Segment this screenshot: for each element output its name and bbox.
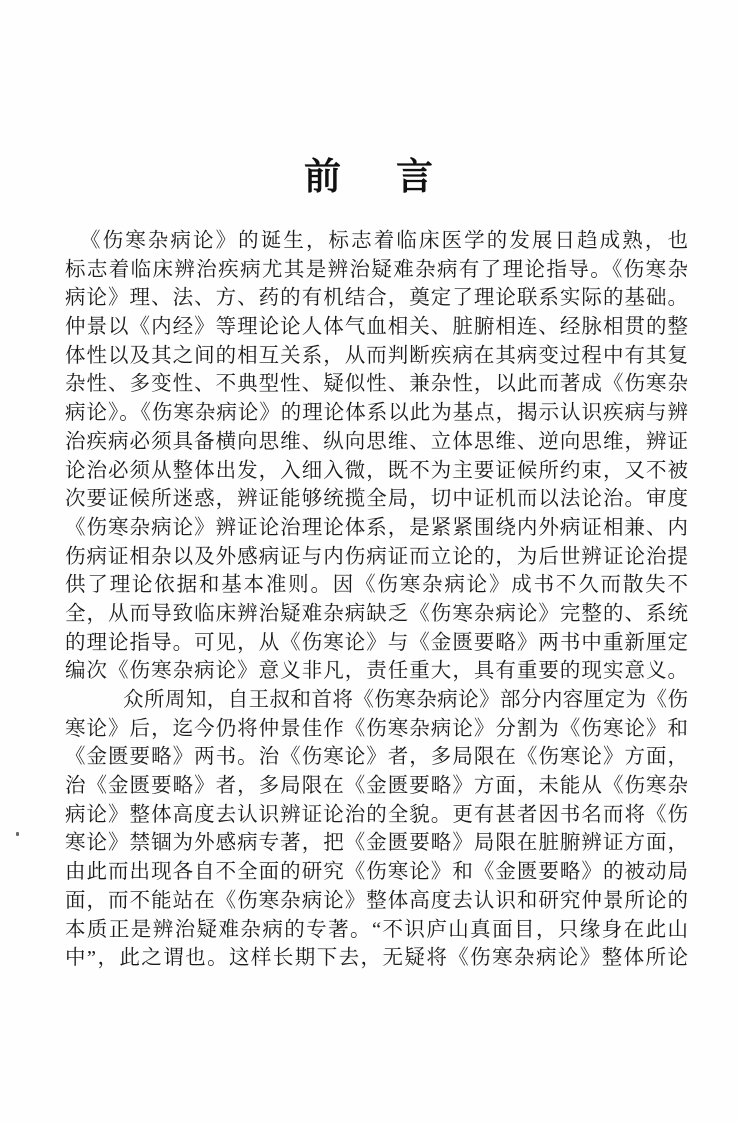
text-line: 全，从而导致临床辨治疑难杂病缺乏《伤寒杂病论》完整的、系统 bbox=[65, 602, 688, 625]
text-line: 的理论指导。可见，从《伤寒论》与《金匮要略》两书中重新厘定 bbox=[65, 631, 688, 654]
text-line: 中”，此之谓也。这样长期下去，无疑将《伤寒杂病论》整体所论 bbox=[65, 947, 688, 970]
text-line: 次要证候所迷惑，辨证能够统揽全局，切中证机而以法论治。审度 bbox=[65, 488, 688, 511]
text-line: 《伤寒杂病论》辨证论治理论体系，是紧紧围绕内外病证相兼、内 bbox=[65, 516, 688, 539]
text-line: 编次《伤寒杂病论》意义非凡，责任重大，具有重要的现实意义。 bbox=[65, 660, 688, 683]
text-line: 体性以及其之间的相互关系，从而判断疾病在其病变过程中有其复 bbox=[65, 344, 688, 367]
text-line: 伤病证相杂以及外感病证与内伤病证而立论的，为后世辨证论治提 bbox=[65, 545, 688, 568]
text-line: 供了理论依据和基本准则。因《伤寒杂病论》成书不久而散失不 bbox=[65, 574, 688, 597]
text-line: 《金匮要略》两书。治《伤寒论》者，多局限在《伤寒论》方面， bbox=[65, 746, 688, 769]
text-line: 《伤寒杂病论》的诞生，标志着临床医学的发展日趋成熟，也 bbox=[80, 230, 688, 252]
text-line: 由此而出现各自不全面的研究《伤寒论》和《金匮要略》的被动局 bbox=[65, 861, 688, 884]
text-line: 病论》理、法、方、药的有机结合，奠定了理论联系实际的基础。 bbox=[65, 287, 688, 310]
text-line: 杂性、多变性、不典型性、疑似性、兼杂性，以此而著成《伤寒杂 bbox=[65, 373, 688, 396]
page-title: 前 言 bbox=[304, 157, 442, 198]
text-line: 寒论》禁锢为外感病专著，把《金匮要略》局限在脏腑辨证方面， bbox=[65, 832, 688, 855]
text-line: 治《金匮要略》者，多局限在《金匮要略》方面，未能从《伤寒杂 bbox=[65, 775, 688, 798]
scan-speck bbox=[16, 832, 19, 836]
text-line: 病论》。《伤寒杂病论》的理论体系以此为基点，揭示认识疾病与辨 bbox=[65, 402, 688, 425]
text-line: 治疾病必须具备横向思维、纵向思维、立体思维、逆向思维，辨证 bbox=[65, 430, 688, 453]
text-line: 仲景以《内经》等理论论人体气血相关、脏腑相连、经脉相贯的整 bbox=[65, 316, 688, 339]
text-line: 论治必须从整体出发，入细入微，既不为主要证候所约束，又不被 bbox=[65, 459, 688, 482]
text-line: 本质正是辨治疑难杂病的专著。“不识庐山真面目，只缘身在此山 bbox=[65, 918, 688, 941]
text-line: 众所周知，自王叔和首将《伤寒杂病论》部分内容厘定为《伤 bbox=[123, 689, 688, 711]
paragraph-1 bbox=[65, 227, 688, 686]
paragraph-2 bbox=[65, 686, 688, 973]
text-line: 寒论》后，迄今仍将仲景佳作《伤寒杂病论》分割为《伤寒论》和 bbox=[65, 717, 688, 740]
text-line: 面，而不能站在《伤寒杂病论》整体高度去认识和研究仲景所论的 bbox=[65, 889, 688, 912]
page-body bbox=[65, 227, 688, 973]
text-line: 标志着临床辨治疾病尤其是辨治疑难杂病有了理论指导。《伤寒杂 bbox=[65, 258, 688, 281]
text-line: 病论》整体高度去认识辨证论治的全貌。更有甚者因书名而将《伤 bbox=[65, 803, 688, 826]
